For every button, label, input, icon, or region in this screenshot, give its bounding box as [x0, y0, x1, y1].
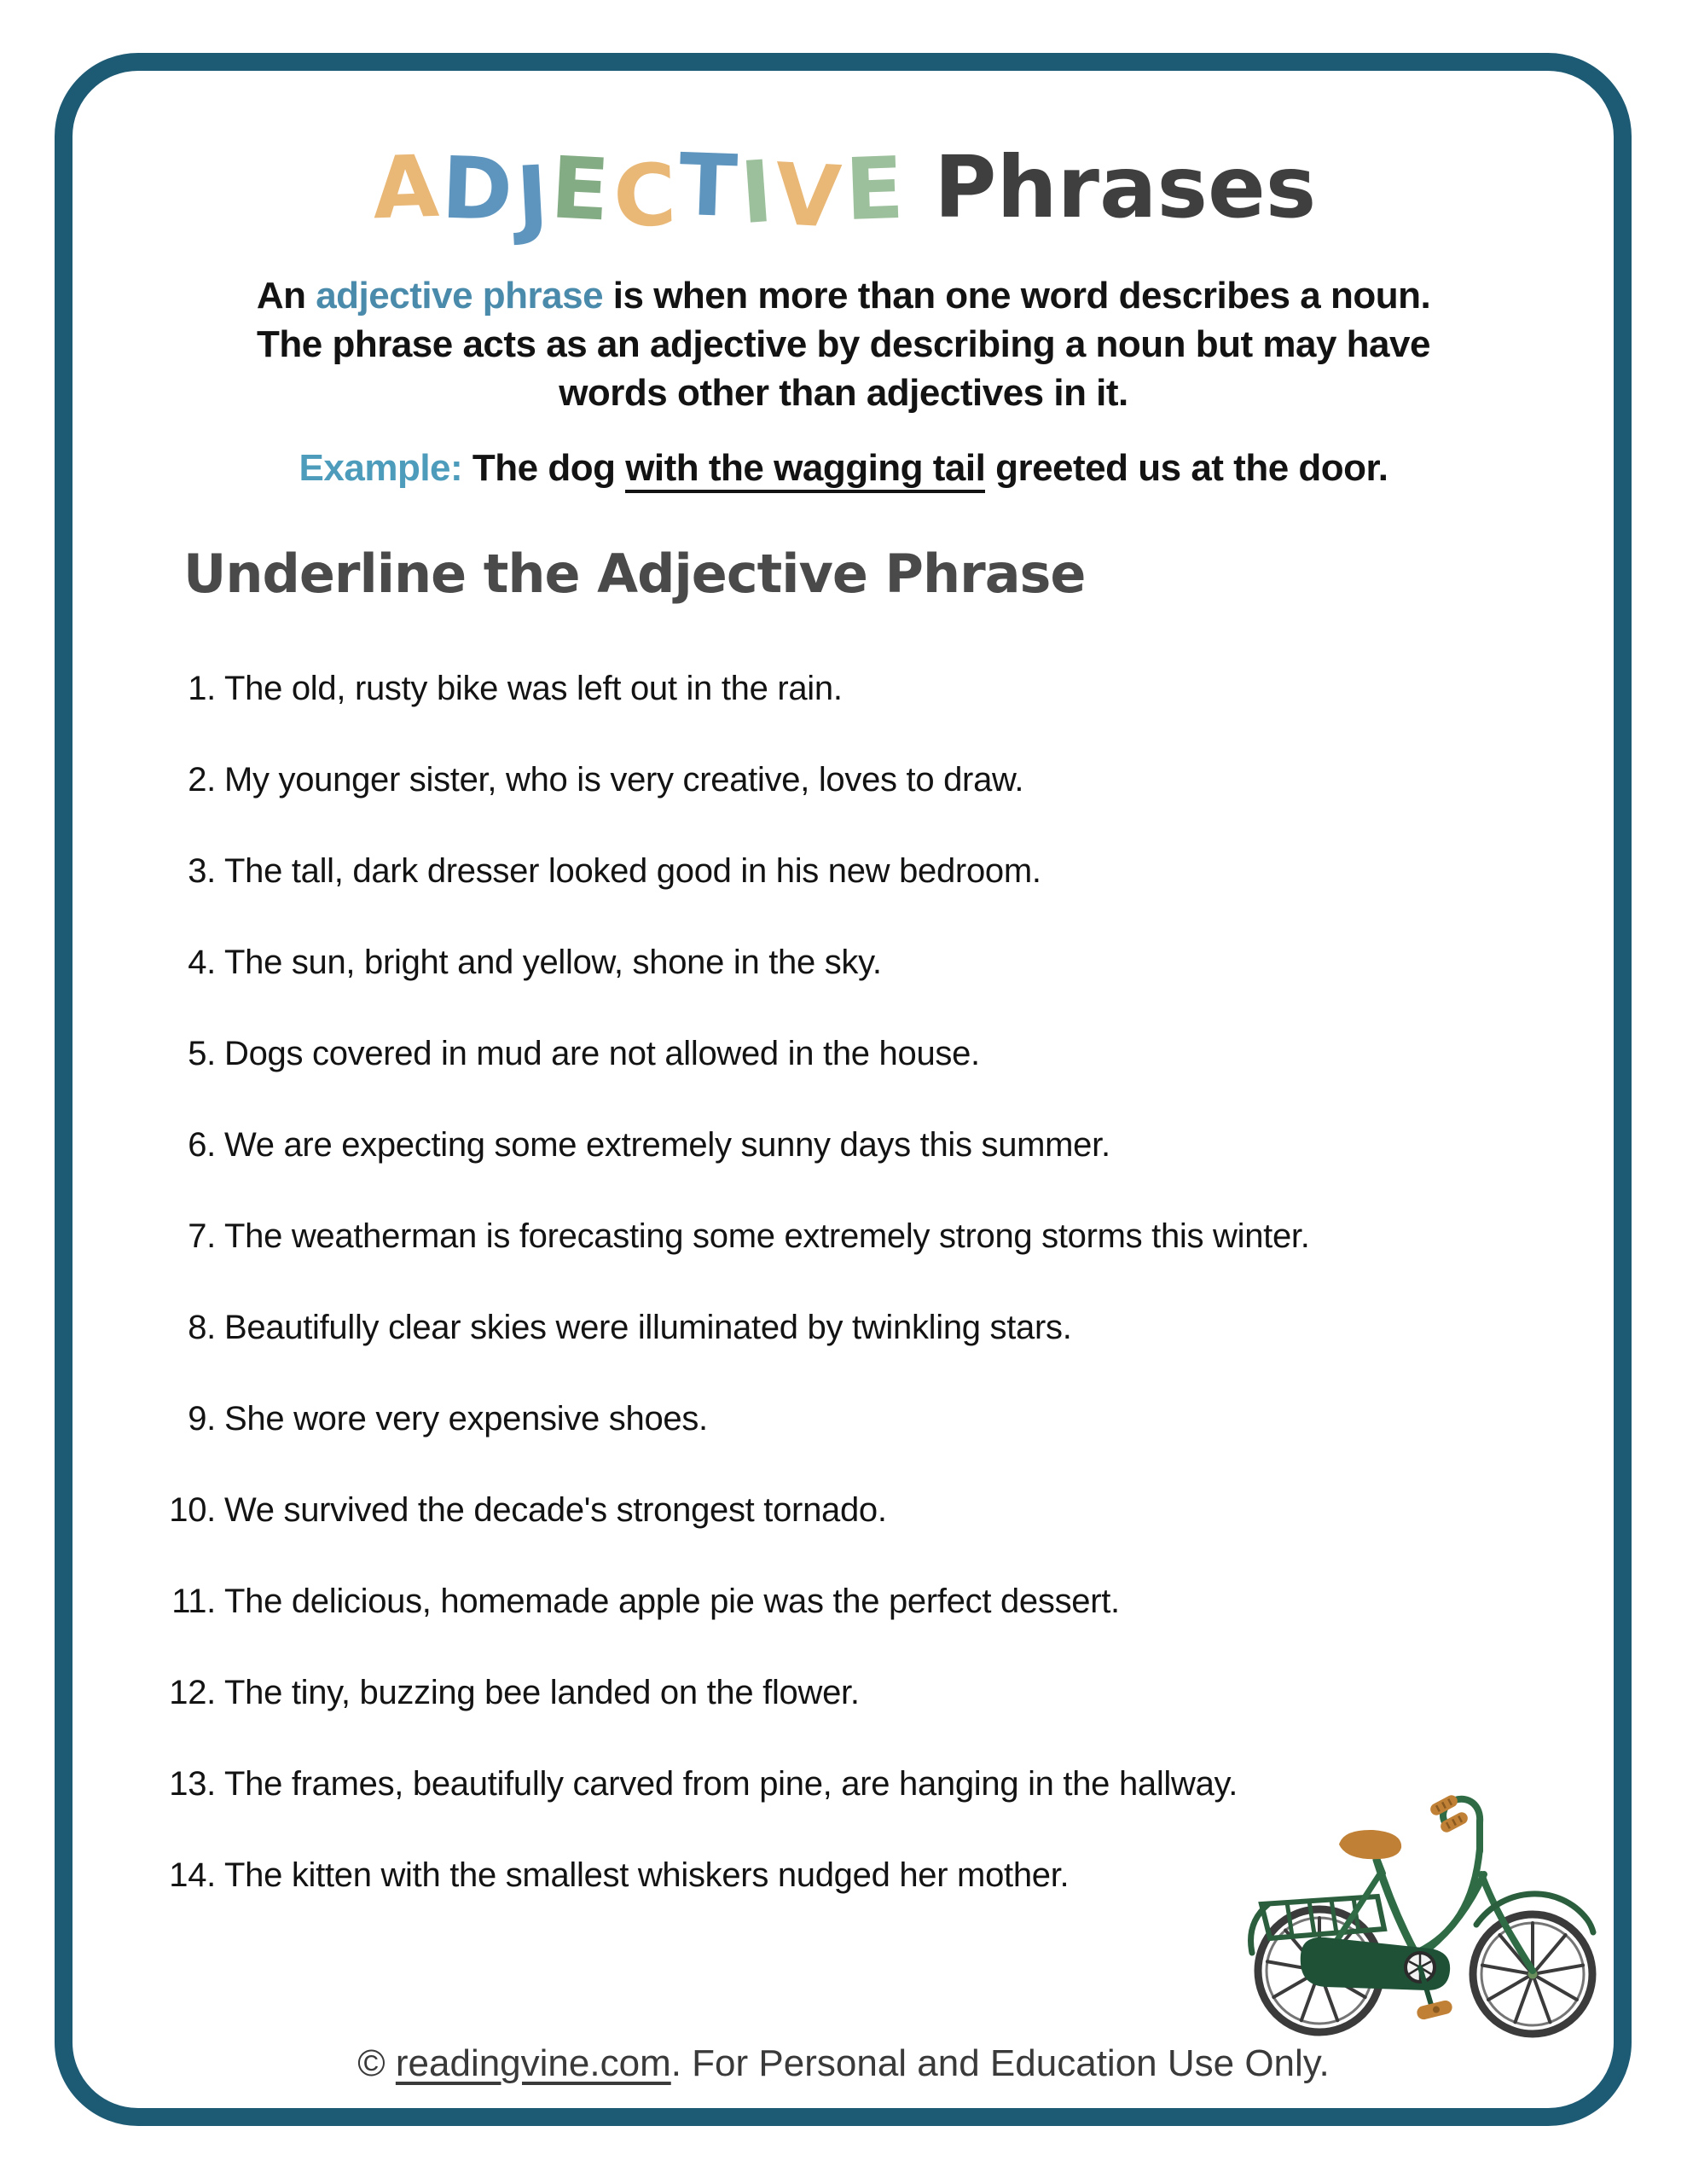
intro-line-3: words other than adjectives in it. [559, 372, 1128, 414]
intro-text-pre: An [256, 275, 316, 317]
list-item [0, 1374, 1687, 1465]
bicycle-illustration [1224, 1776, 1612, 2042]
list-item-text: The frames, beautifully carved from pine, are hanging in the hallway. [224, 1765, 1238, 1803]
example-text-post: greeted us at the door. [985, 447, 1388, 489]
title-letter: J [513, 147, 551, 248]
list-item-number: 6. [188, 1126, 216, 1164]
list-item-text: The sun, bright and yellow, shone in the sky. [224, 944, 882, 981]
list-item [0, 1100, 1687, 1191]
sentence-list [0, 643, 1687, 1921]
list-item-text: We are expecting some extremely sunny days this summer. [224, 1126, 1110, 1164]
list-item [0, 1556, 1687, 1647]
list-item-number: 9. [188, 1400, 216, 1438]
list-item [0, 1465, 1687, 1556]
list-item [0, 826, 1687, 917]
list-item-text: The weatherman is forecasting some extremely strong storms this winter. [224, 1217, 1310, 1255]
footer [0, 2042, 1687, 2085]
example-underlined-phrase: with the wagging tail [625, 447, 985, 493]
list-item-text: We survived the decade's strongest tornado. [224, 1491, 887, 1529]
list-item-number: 10. [169, 1491, 216, 1529]
title-letter: I [737, 141, 776, 244]
list-item [0, 643, 1687, 735]
footer-text-suffix: . For Personal and Education Use Only. [670, 2042, 1330, 2084]
section-heading: Underline the Adjective Phrase [183, 543, 1086, 605]
example-text-pre: The dog [462, 447, 626, 489]
intro-line-2: The phrase acts as an adjective by describing a noun but may have [257, 323, 1430, 365]
list-item-number: 5. [188, 1035, 216, 1072]
list-item-number: 3. [188, 852, 216, 890]
list-item-number: 11. [171, 1583, 216, 1620]
list-item-text: She wore very expensive shoes. [224, 1400, 708, 1438]
chain-guard [1301, 1937, 1454, 2021]
title-letter: A [370, 136, 441, 239]
list-item-number: 14. [169, 1856, 216, 1894]
list-item-text: Beautifully clear skies were illuminated by twinkling stars. [224, 1309, 1072, 1346]
list-item-number: 2. [188, 761, 216, 799]
list-item-number: 4. [188, 944, 216, 981]
example-label: Example: [299, 447, 463, 489]
title-letter: E [548, 137, 612, 241]
title-letter: T [677, 134, 739, 237]
intro-paragraph [0, 271, 1687, 417]
list-item-number: 12. [169, 1674, 216, 1711]
list-item-text: Dogs covered in mud are not allowed in the house. [224, 1035, 980, 1072]
list-item [0, 1647, 1687, 1739]
title-letter: V [772, 144, 844, 247]
footer-link[interactable]: readingvine.com [395, 2042, 671, 2084]
footer-copyright-prefix: © [357, 2042, 396, 2084]
example-line [0, 447, 1687, 490]
list-item-number: 13. [169, 1765, 216, 1803]
list-item [0, 735, 1687, 826]
title-word-phrases: Phrases [934, 137, 1317, 237]
worksheet-title [0, 134, 1687, 248]
title-word-adjective [370, 134, 906, 248]
list-item-number: 1. [188, 670, 216, 707]
list-item-number: 8. [188, 1309, 216, 1346]
list-item [0, 1008, 1687, 1100]
title-letter: E [843, 137, 906, 241]
list-item-text: The old, rusty bike was left out in the rain. [224, 670, 843, 707]
list-item-text: My younger sister, who is very creative, loves to draw. [224, 761, 1024, 799]
list-item-text: The delicious, homemade apple pie was the perfect dessert. [224, 1583, 1120, 1620]
intro-line-1 [0, 271, 1687, 320]
title-letter: D [440, 137, 515, 241]
list-item [0, 1282, 1687, 1374]
list-item-text: The tiny, buzzing bee landed on the flower. [224, 1674, 860, 1711]
list-item-number: 7. [188, 1217, 216, 1255]
list-item-text: The kitten with the smallest whiskers nudged her mother. [224, 1856, 1070, 1894]
list-item [0, 1191, 1687, 1282]
title-letter: C [611, 144, 678, 247]
adjective-phrase-highlight: adjective phrase [316, 275, 604, 317]
intro-text-post: is when more than one word describes a noun. [603, 275, 1431, 317]
list-item-text: The tall, dark dresser looked good in his new bedroom. [224, 852, 1041, 890]
saddle [1339, 1830, 1401, 1859]
list-item [0, 917, 1687, 1008]
